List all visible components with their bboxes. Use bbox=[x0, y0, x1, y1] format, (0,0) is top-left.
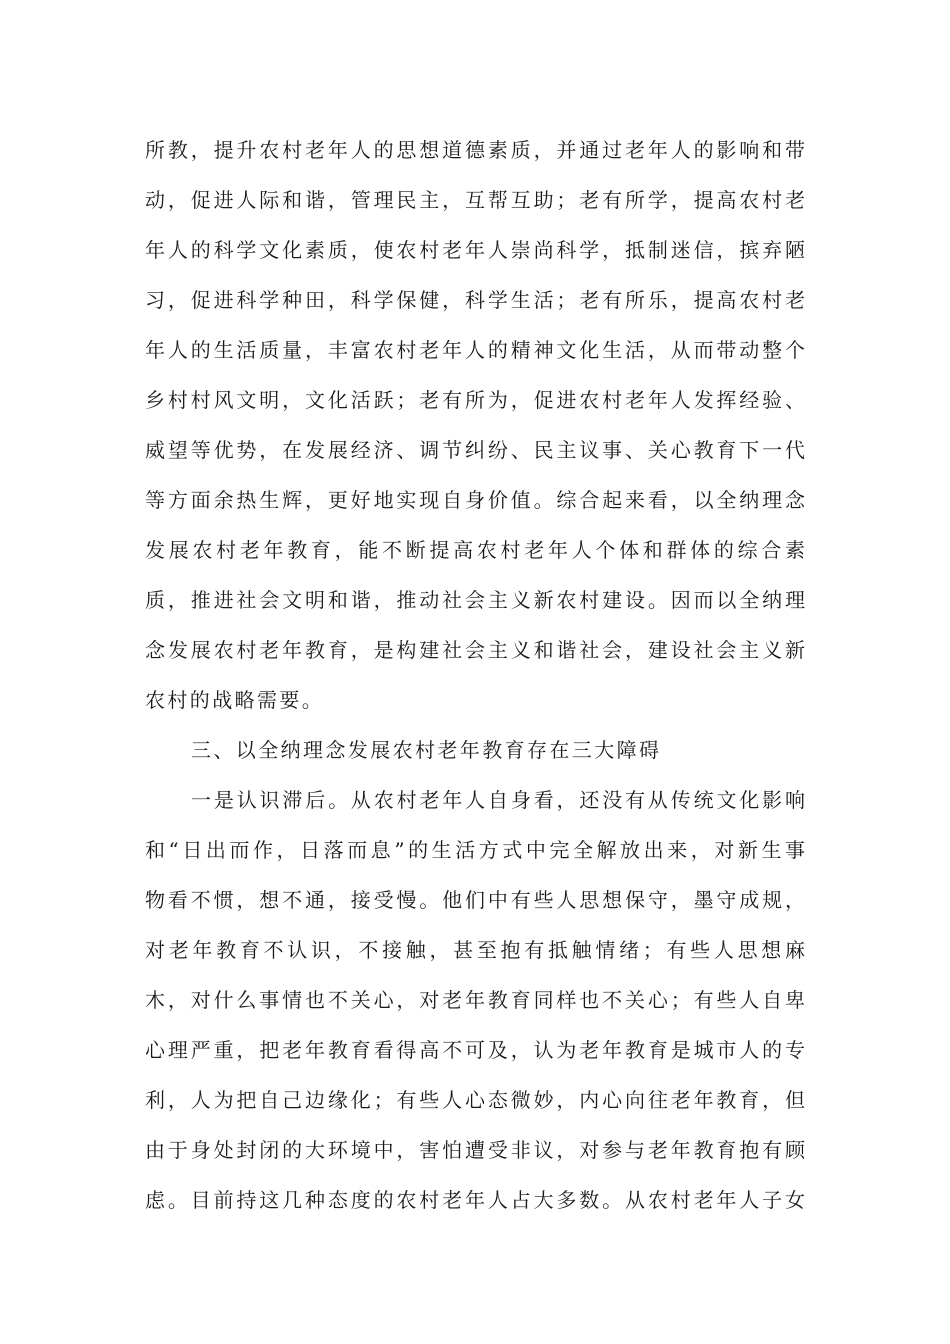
text-line: 利，人为把自己边缘化；有些人心态微妙，内心向往老年教育，但 bbox=[145, 1088, 805, 1112]
text-line: 等方面余热生辉，更好地实现自身价值。综合起来看，以全纳理念 bbox=[145, 488, 805, 512]
text-line: 威望等优势，在发展经济、调节纠纷、民主议事、关心教育下一代 bbox=[145, 438, 805, 462]
body-text bbox=[145, 125, 805, 1225]
text-line: 对老年教育不认识，不接触，甚至抱有抵触情绪；有些人思想麻 bbox=[145, 938, 805, 962]
text-line: 年人的生活质量，丰富农村老年人的精神文化生活，从而带动整个 bbox=[145, 338, 805, 362]
text-line: 质，推进社会文明和谐，推动社会主义新农村建设。因而以全纳理 bbox=[145, 588, 805, 612]
text-line: 乡村村风文明，文化活跃；老有所为，促进农村老年人发挥经验、 bbox=[145, 388, 805, 412]
paragraph-start-line: 一是认识滞后。从农村老年人自身看，还没有从传统文化影响 bbox=[191, 788, 805, 812]
section-heading: 三、以全纳理念发展农村老年教育存在三大障碍 bbox=[191, 738, 662, 762]
text-line: 物看不惯，想不通，接受慢。他们中有些人思想保守，墨守成规， bbox=[145, 888, 805, 912]
text-line: 所教，提升农村老年人的思想道德素质，并通过老年人的影响和带 bbox=[145, 138, 805, 162]
text-line: 年人的科学文化素质，使农村老年人崇尚科学，抵制迷信，摈弃陋 bbox=[145, 238, 805, 262]
text-line: 动，促进人际和谐，管理民主，互帮互助；老有所学，提高农村老 bbox=[145, 188, 805, 212]
text-line: 木，对什么事情也不关心，对老年教育同样也不关心；有些人自卑 bbox=[145, 988, 805, 1012]
text-line: 虑。目前持这几种态度的农村老年人占大多数。从农村老年人子女 bbox=[145, 1188, 805, 1212]
text-line: 念发展农村老年教育，是构建社会主义和谐社会，建设社会主义新 bbox=[145, 638, 805, 662]
text-line: 发展农村老年教育，能不断提高农村老年人个体和群体的综合素 bbox=[145, 538, 805, 562]
text-line: 和“日出而作，日落而息”的生活方式中完全解放出来，对新生事 bbox=[145, 838, 805, 862]
paragraph-end-line: 农村的战略需要。 bbox=[145, 688, 325, 712]
text-line: 由于身处封闭的大环境中，害怕遭受非议，对参与老年教育抱有顾 bbox=[145, 1138, 805, 1162]
text-line: 心理严重，把老年教育看得高不可及，认为老年教育是城市人的专 bbox=[145, 1038, 805, 1062]
text-line: 习，促进科学种田，科学保健，科学生活；老有所乐，提高农村老 bbox=[145, 288, 805, 312]
